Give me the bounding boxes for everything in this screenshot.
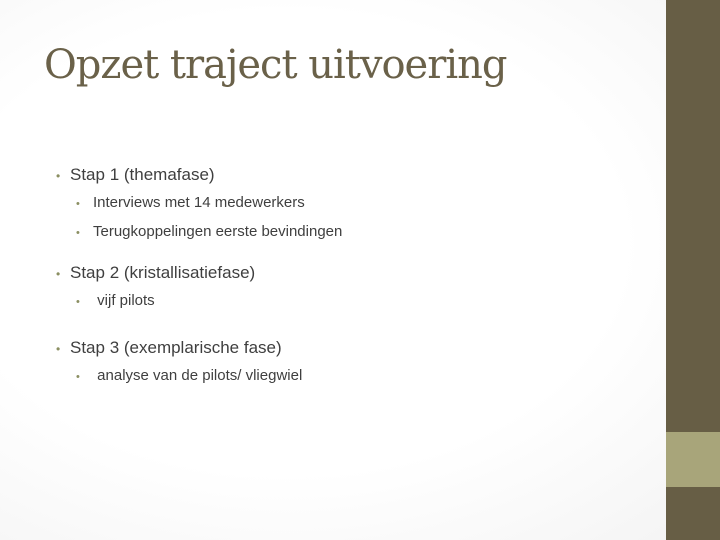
list-item-level-2	[56, 217, 656, 246]
side-bar-bottom	[666, 487, 720, 540]
list-item-label: Stap 1 (themafase)	[70, 165, 215, 184]
side-bar-accent	[666, 432, 720, 487]
list-item-level-1	[56, 335, 656, 361]
list-item-level-2	[56, 361, 656, 390]
bullet-icon: •	[76, 296, 80, 308]
list-item-label: analyse van de pilots/ vliegwiel	[93, 367, 303, 384]
bullet-icon: •	[76, 371, 80, 383]
bullet-icon: •	[56, 267, 61, 281]
list-item-label: vijf pilots	[93, 292, 155, 309]
bullet-icon: •	[76, 198, 80, 210]
list-item-level-1	[56, 162, 656, 188]
list-item-level-2	[56, 188, 656, 217]
list-item-label: Stap 2 (kristallisatiefase)	[70, 263, 256, 282]
list-item-label: Terugkoppelingen eerste bevindingen	[93, 223, 343, 240]
bullet-icon: •	[76, 227, 80, 239]
list-item-label: Interviews met 14 medewerkers	[93, 194, 305, 211]
bullet-icon: •	[56, 342, 61, 356]
list-item-level-1	[56, 260, 656, 286]
list-item-level-2	[56, 286, 656, 315]
spacer	[56, 315, 656, 335]
spacer	[56, 246, 656, 260]
list-item-label: Stap 3 (exemplarische fase)	[70, 338, 282, 357]
side-bar-top	[666, 0, 720, 432]
slide-title: Opzet traject uitvoering	[44, 42, 507, 88]
bullet-list	[56, 162, 656, 390]
bullet-icon: •	[56, 169, 61, 183]
